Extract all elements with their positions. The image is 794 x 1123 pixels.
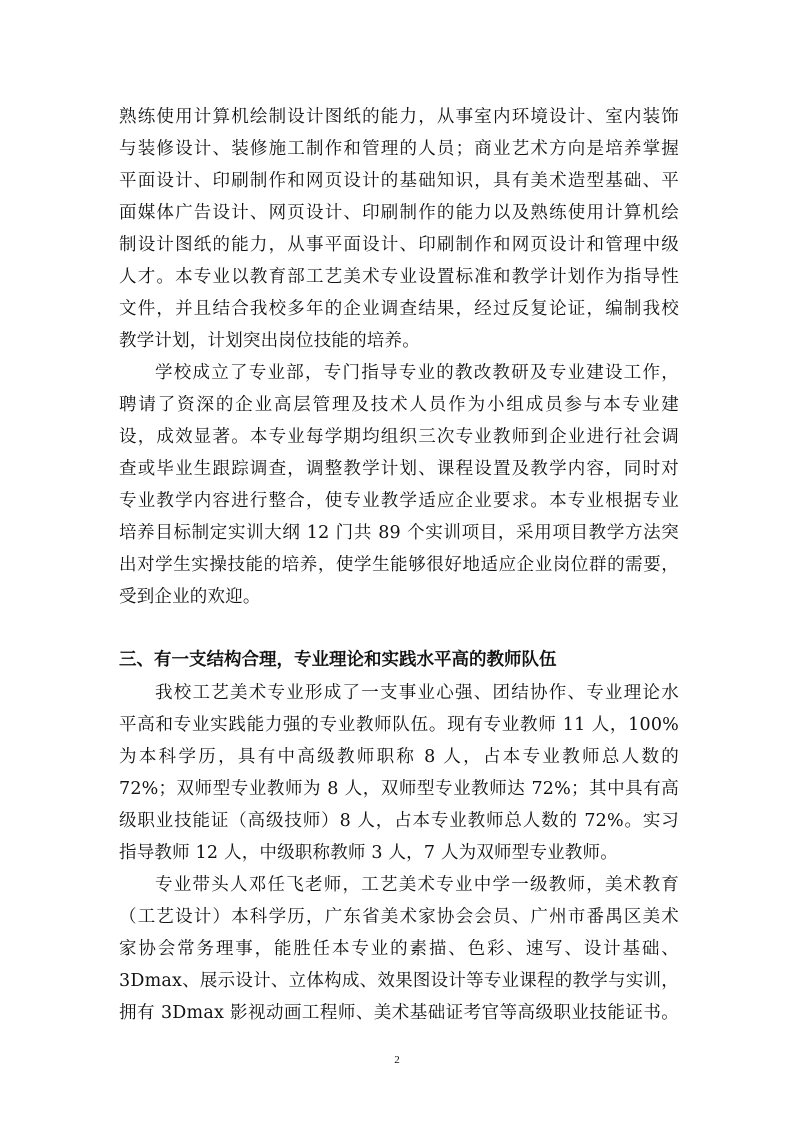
paragraph-line: 专业带头人邓任飞老师，工艺美术专业中学一级教师，美术教育 [155, 875, 679, 895]
paragraph-line: 平面设计、印刷制作和网页设计的基础知识，具有美术造型基础、平 [119, 171, 679, 191]
paragraph-line: 熟练使用计算机绘制设计图纸的能力，从事室内环境设计、室内装饰 [119, 107, 679, 127]
paragraph-line: 出对学生实操技能的培养，使学生能够很好地适应企业岗位群的需要， [119, 555, 679, 575]
paragraph-line: 为本科学历，具有中高级教师职称 8 人，占本专业教师总人数的 [119, 747, 679, 767]
section-heading: 三、有一支结构合理，专业理论和实践水平高的教师队伍 [119, 650, 557, 670]
paragraph-line: 平高和专业实践能力强的专业教师队伍。现有专业教师 11 人，100% [119, 715, 679, 735]
paragraph-line: 查或毕业生跟踪调查，调整教学计划、课程设置及教学内容，同时对 [119, 459, 679, 479]
paragraph-line: 专业教学内容进行整合，使专业教学适应企业要求。本专业根据专业 [119, 491, 679, 511]
paragraph-line: 设，成效显著。本专业每学期均组织三次专业教师到企业进行社会调 [119, 427, 679, 447]
paragraph-line: 指导教师 12 人，中级职称教师 3 人，7 人为双师型专业教师。 [119, 843, 618, 863]
paragraph-line: 与装修设计、装修施工制作和管理的人员；商业艺术方向是培养掌握 [119, 139, 679, 159]
page-number: 2 [394, 1054, 400, 1066]
paragraph-line: 文件，并且结合我校多年的企业调查结果，经过反复论证，编制我校 [119, 299, 679, 319]
paragraph-line: 聘请了资深的企业高层管理及技术人员作为小组成员参与本专业建 [119, 395, 679, 415]
paragraph-line: 72%；双师型专业教师为 8 人，双师型专业教师达 72%；其中具有高 [119, 779, 679, 799]
paragraph-line: 培养目标制定实训大纲 12 门共 89 个实训项目，采用项目教学方法突 [119, 523, 679, 543]
paragraph-line: 人才。本专业以教育部工艺美术专业设置标准和教学计划作为指导性 [119, 267, 679, 287]
paragraph-line: 教学计划，计划突出岗位技能的培养。 [119, 331, 420, 351]
paragraph-line: 受到企业的欢迎。 [119, 587, 261, 607]
paragraph-line: 拥有 3Dmax 影视动画工程师、美术基础证考官等高级职业技能证书。 [119, 1003, 679, 1023]
paragraph-line: （工艺设计）本科学历，广东省美术家协会会员、广州市番禺区美术 [119, 907, 679, 927]
paragraph-line: 学校成立了专业部，专门指导专业的教改教研及专业建设工作， [155, 363, 679, 383]
paragraph-line: 3Dmax、展示设计、立体构成、效果图设计等专业课程的教学与实训， [119, 971, 679, 991]
paragraph-line: 制设计图纸的能力，从事平面设计、印刷制作和网页设计和管理中级 [119, 235, 679, 255]
paragraph-line: 我校工艺美术专业形成了一支事业心强、团结协作、专业理论水 [155, 683, 679, 703]
paragraph-line: 级职业技能证（高级技师）8 人，占本专业教师总人数的 72%。实习 [119, 811, 679, 831]
paragraph-line: 面媒体广告设计、网页设计、印刷制作的能力以及熟练使用计算机绘 [119, 203, 679, 223]
paragraph-line: 家协会常务理事，能胜任本专业的素描、色彩、速写、设计基础、 [119, 939, 679, 959]
